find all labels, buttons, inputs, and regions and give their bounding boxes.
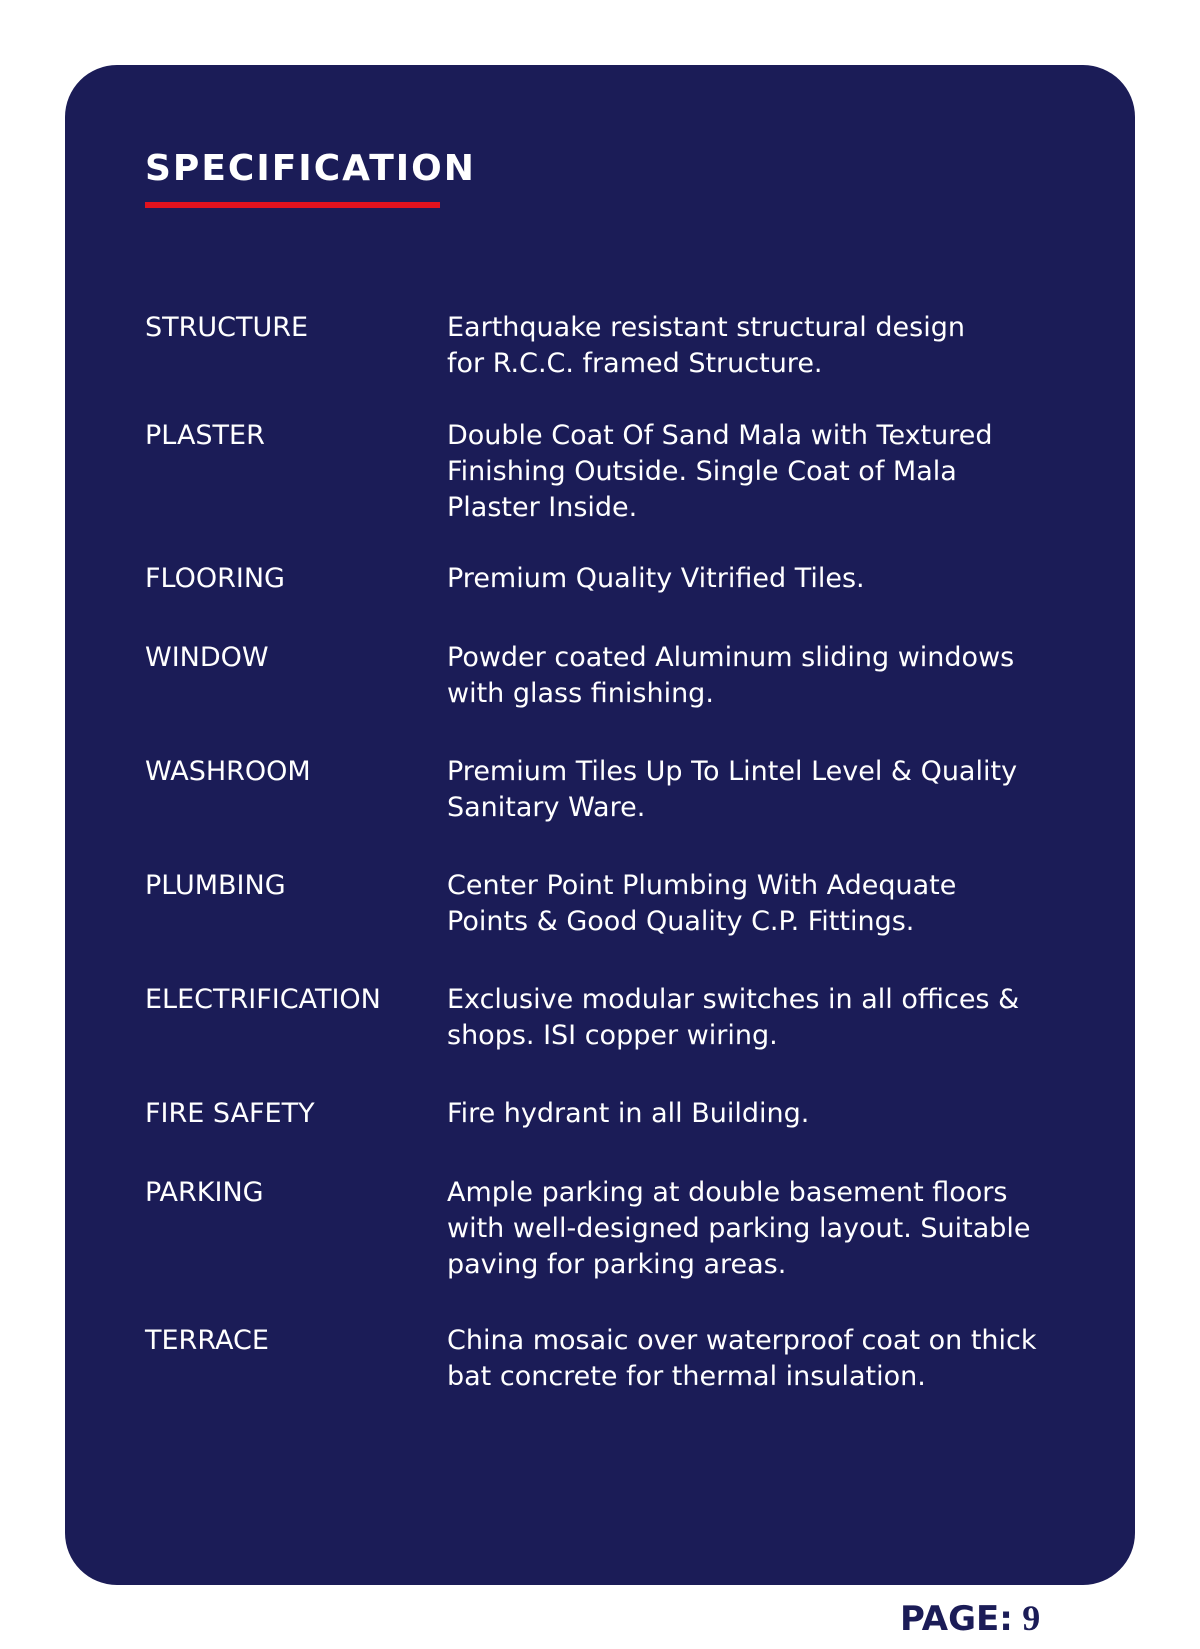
- spec-label: PLUMBING: [145, 870, 286, 901]
- spec-value: [447, 418, 1087, 526]
- spec-value-line: Double Coat Of Sand Mala with Textured: [447, 420, 993, 451]
- spec-value-line: China mosaic over waterproof coat on thick: [447, 1325, 1037, 1356]
- spec-value: [447, 1323, 1087, 1395]
- spec-value: [447, 754, 1087, 826]
- spec-label: PLASTER: [145, 420, 265, 451]
- spec-label: STRUCTURE: [145, 312, 309, 343]
- spec-label: FIRE SAFETY: [145, 1098, 315, 1129]
- spec-value-line: for R.C.C. framed Structure.: [447, 348, 823, 379]
- spec-value-line: Powder coated Aluminum sliding windows: [447, 642, 1015, 673]
- spec-value-line: shops. ISI copper wiring.: [447, 1020, 778, 1051]
- spec-label: WASHROOM: [145, 756, 311, 787]
- spec-value-line: with glass finishing.: [447, 678, 714, 709]
- spec-label: ELECTRIFICATION: [145, 984, 381, 1015]
- spec-value: [447, 310, 1087, 382]
- spec-value-line: bat concrete for thermal insulation.: [447, 1361, 926, 1392]
- spec-value: [447, 868, 1087, 940]
- page-number: [900, 1598, 1040, 1639]
- spec-value-line: Fire hydrant in all Building.: [447, 1098, 810, 1129]
- page-number-prefix: PAGE:: [900, 1599, 1013, 1639]
- heading-underline: [145, 202, 440, 208]
- spec-value-line: Finishing Outside. Single Coat of Mala: [447, 456, 957, 487]
- spec-value-line: Ample parking at double basement floors: [447, 1177, 1008, 1208]
- spec-label: WINDOW: [145, 642, 269, 673]
- specification-card: [65, 65, 1135, 1585]
- spec-value: [447, 561, 1087, 597]
- spec-value-line: Exclusive modular switches in all offices &: [447, 984, 1020, 1015]
- spec-value: [447, 640, 1087, 712]
- spec-value-line: Earthquake resistant structural design: [447, 312, 965, 343]
- page-number-value: 9: [1022, 1598, 1041, 1638]
- spec-value-line: Center Point Plumbing With Adequate: [447, 870, 957, 901]
- spec-value-line: paving for parking areas.: [447, 1249, 787, 1280]
- spec-label: PARKING: [145, 1177, 264, 1208]
- spec-value-line: Premium Quality Vitrified Tiles.: [447, 563, 865, 594]
- spec-value: [447, 1096, 1087, 1132]
- spec-value-line: Premium Tiles Up To Lintel Level & Quality: [447, 756, 1018, 787]
- spec-value: [447, 1175, 1087, 1283]
- spec-label: TERRACE: [145, 1325, 269, 1356]
- spec-label: FLOORING: [145, 563, 285, 594]
- spec-value-line: with well-designed parking layout. Suitable: [447, 1213, 1031, 1244]
- spec-value-line: Plaster Inside.: [447, 492, 638, 523]
- section-heading: SPECIFICATION: [145, 148, 476, 189]
- spec-value-line: Sanitary Ware.: [447, 792, 646, 823]
- spec-value-line: Points & Good Quality C.P. Fittings.: [447, 906, 915, 937]
- spec-value: [447, 982, 1087, 1054]
